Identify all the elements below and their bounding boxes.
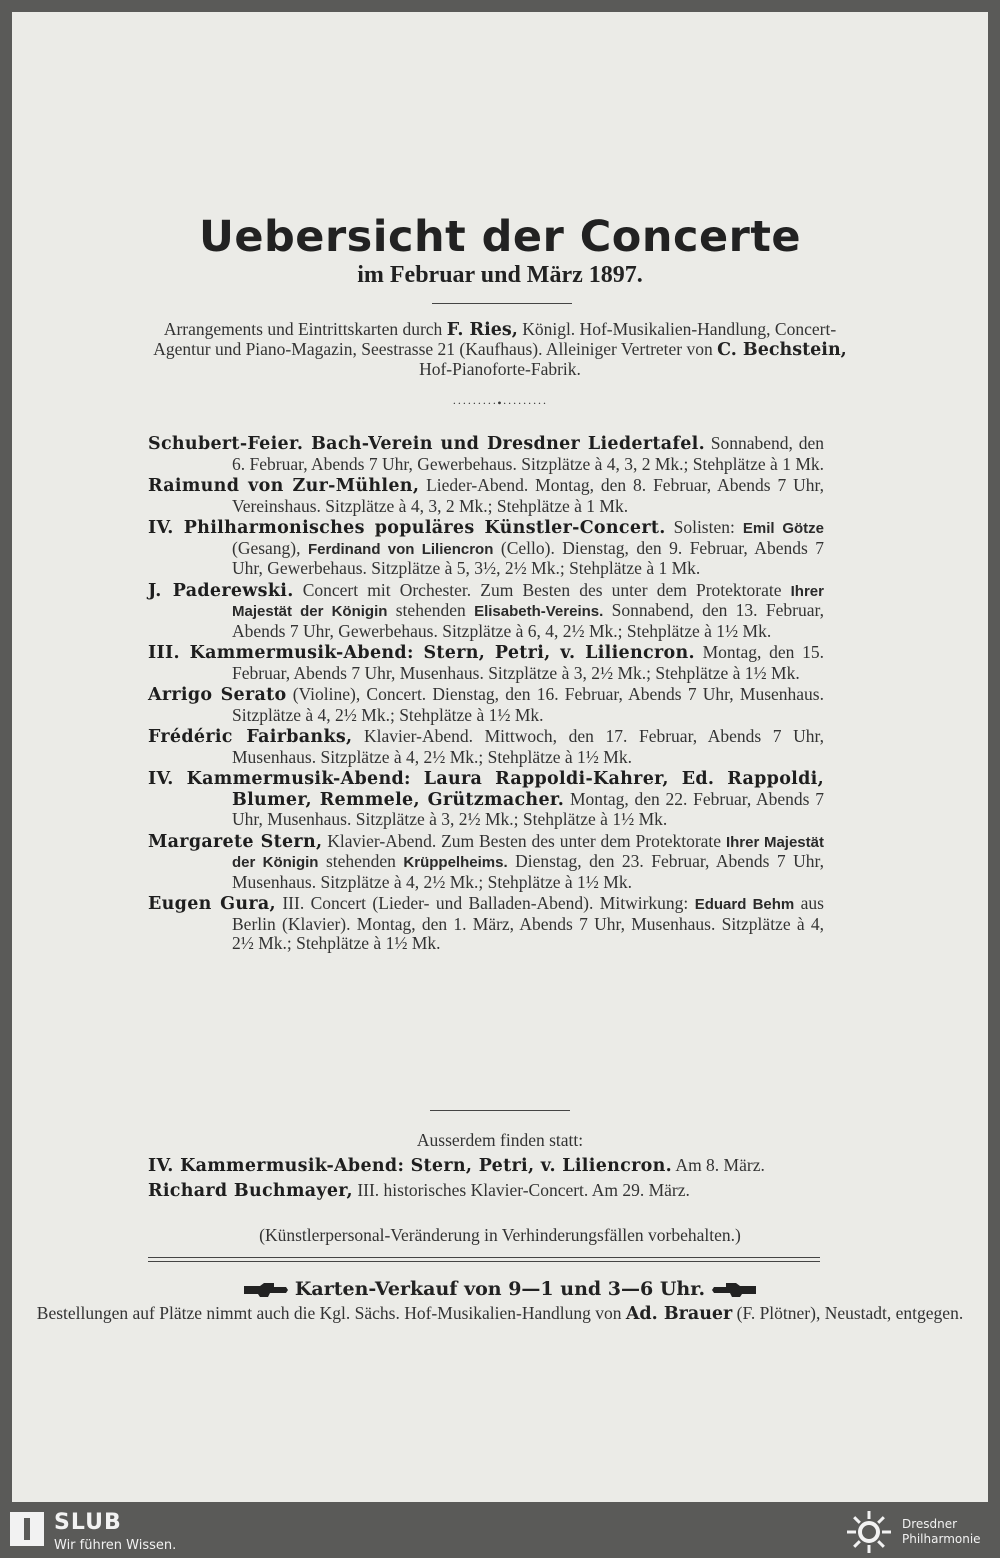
pointing-hand-right-icon xyxy=(244,1283,288,1297)
concert-details: Sonnabend, den 6. Februar, Abends 7 Uhr, Gewerbehaus. Sitzplätze à 4, 3, 2 Mk.; Stehplätze à 1 Mk. xyxy=(232,433,825,474)
concert-details: Solisten: xyxy=(665,517,743,537)
concert-heading: J. Paderewski. xyxy=(148,580,294,601)
slub-tagline: Wir führen Wissen. xyxy=(54,1538,177,1553)
concert-heading: Eugen Gura, xyxy=(148,894,276,914)
concert-heading: IV. Kammermusik-Abend: Stern, Petri, v. Liliencron. xyxy=(148,1156,673,1176)
concert-heading: IV. Kammermusik-Abend: Laura Rappoldi-Kahrer, Ed. Rappoldi, Blumer, Remmele, Grützmacher. xyxy=(148,769,824,810)
concert-heading: Schubert-Feier. Bach-Verein und Dresdner Liedertafel. xyxy=(148,434,705,454)
concert-heading: III. Kammermusik-Abend: Stern, Petri, v. Liliencron. xyxy=(148,643,695,663)
concert-entry xyxy=(148,894,824,954)
orders-dealer: Ad. Brauer xyxy=(625,1304,733,1324)
orders-text-pre: Bestellungen auf Plätze nimmt auch die Kgl. Sächs. Hof-Musikalien-Handlung von xyxy=(36,1303,626,1323)
page-subtitle: im Februar und März 1897. xyxy=(357,262,643,288)
concert-heading: Raimund von Zur-Mühlen, xyxy=(148,476,420,496)
intro-text-mid: Königl. Hof-Musikalien-Handlung, Concert-Agentur und Piano-Magazin, Seestrasse 21 (Kaufhaus). Alleiniger Vertreter von xyxy=(153,319,837,359)
concert-details: Montag, den 15. Februar, Abends 7 Uhr, Musenhaus. Sitzplätze à 3, 2½ Mk.; Stehplätze à 1½ Mk. xyxy=(232,642,824,683)
page-title: Uebersicht der Concerte xyxy=(198,212,802,262)
concert-entry xyxy=(148,643,824,683)
concert-entry xyxy=(148,685,824,725)
soloist-name: Eduard Behm xyxy=(694,896,795,913)
concert-heading: Richard Buchmayer, xyxy=(148,1180,353,1201)
concert-details: Klavier-Abend. Mittwoch, den 17. Februar, Abends 7 Uhr, Musenhaus. Sitzplätze à 4, 2½ Mk.; Stehplätze à 1½ Mk. xyxy=(232,726,825,767)
patron-name: Ihrer Majestät der Königin xyxy=(232,833,824,871)
concert-entry xyxy=(148,769,824,830)
philharmonie-sun-logo-icon[interactable] xyxy=(843,1511,895,1553)
philharmonie-name xyxy=(902,1517,981,1547)
concert-entry xyxy=(148,476,824,516)
concert-heading: Frédéric Fairbanks, xyxy=(148,727,353,747)
ticket-sales-hours xyxy=(0,1278,1000,1300)
soloist-name: Ferdinand von Liliencron xyxy=(308,540,494,558)
beneficiary-name: Krüppelheims. xyxy=(403,854,508,871)
concert-details: stehenden xyxy=(387,600,475,620)
soloist-name: Emil Götze xyxy=(742,520,824,537)
concert-heading: IV. Philharmonisches populäres Künstler-Concert. xyxy=(148,518,666,538)
double-rule-divider xyxy=(148,1257,820,1262)
concert-details: (Cello). Dienstag, den 9. Februar, Abends 7 Uhr, Gewerbehaus. Sitzplätze à 5, 3½, 2½ Mk.; Stehplätze à 1 Mk. xyxy=(232,537,825,578)
concert-details: (Gesang), xyxy=(232,537,308,558)
ausserdem-label: Ausserdem finden statt: xyxy=(416,1130,584,1150)
concert-details: Montag, den 22. Februar, Abends 7 Uhr, Musenhaus. Sitzplätze à 3, 2½ Mk.; Stehplätze à 1½ Mk. xyxy=(232,788,824,829)
disclaimer-note: (Künstlerpersonal-Veränderung in Verhinderungsfällen vorbehalten.) xyxy=(259,1225,741,1245)
ticket-sales-text: Karten-Verkauf von 9—1 und 3—6 Uhr. xyxy=(294,1278,706,1300)
concert-details: Concert mit Orchester. Zum Besten des unter dem Protektorate xyxy=(293,579,791,600)
intro-paragraph xyxy=(140,320,860,379)
concert-heading: Margarete Stern, xyxy=(148,831,323,852)
concert-entry xyxy=(148,727,824,767)
concert-details: (Violine), Concert. Dienstag, den 16. Februar, Abends 7 Uhr, Musenhaus. Sitzplätze à 4, 2½ Mk.; Stehplätze à 1½ Mk. xyxy=(232,684,824,725)
beneficiary-name: Elisabeth-Vereins. xyxy=(474,603,604,620)
concert-details: aus Berlin (Klavier). Montag, den 1. März, Abends 7 Uhr, Musenhaus. Sitzplätze à 4, 2½ Mk.; Stehplätze à 1½ Mk. xyxy=(232,893,824,953)
concert-details: Sonnabend, den 13. Februar, Abends 7 Uhr, Gewerbehaus. Sitzplätze à 6, 4, 2½ Mk.; Stehplätze à 1½ Mk. xyxy=(232,600,824,641)
concert-entry xyxy=(148,581,824,642)
ornament-divider: ·········•········· xyxy=(452,396,548,410)
concert-details: Dienstag, den 23. Februar, Abends 7 Uhr, Musenhaus. Sitzplätze à 4, 2½ Mk.; Stehplätze à 1½ Mk. xyxy=(232,851,825,892)
concert-heading: Arrigo Serato xyxy=(148,685,287,705)
concert-details: Lieder-Abend. Montag, den 8. Februar, Abends 7 Uhr, Vereinshaus. Sitzplätze à 4, 3, 2 Mk.; Stehplätze à 1 Mk. xyxy=(232,475,824,516)
orders-text-post: (F. Plötner), Neustadt, entgegen. xyxy=(732,1303,964,1323)
intro-agent: F. Ries, xyxy=(446,320,518,340)
slub-name[interactable]: SLUB xyxy=(54,1510,122,1535)
additional-concerts xyxy=(148,1156,824,1203)
concert-list xyxy=(148,434,824,956)
intro-text-pre: Arrangements und Eintrittskarten durch xyxy=(163,319,447,339)
concert-details: Klavier-Abend. Zum Besten des unter dem Protektorate xyxy=(322,830,726,851)
concert-entry xyxy=(148,832,824,893)
pointing-hand-left-icon xyxy=(712,1283,756,1297)
concert-details: III. historisches Klavier-Concert. Am 29. März. xyxy=(352,1179,690,1200)
slub-logo-icon[interactable] xyxy=(10,1512,44,1546)
title-divider xyxy=(432,303,572,304)
patron-name: Ihrer Majestät der Königin xyxy=(232,582,824,620)
philharmonie-line1: Dresdner xyxy=(902,1517,958,1531)
concert-details: Am 8. März. xyxy=(672,1155,765,1175)
concert-details: stehenden xyxy=(318,851,404,871)
concert-details: III. Concert (Lieder- und Balladen-Abend). Mitwirkung: xyxy=(275,893,695,913)
intro-brand: C. Bechstein, xyxy=(717,340,847,360)
philharmonie-line2: Philharmonie xyxy=(902,1532,981,1546)
intro-text-post: Hof-Pianoforte-Fabrik. xyxy=(419,359,581,379)
section-divider xyxy=(430,1110,570,1111)
concert-entry xyxy=(148,518,824,579)
orders-paragraph xyxy=(0,1304,1000,1324)
concert-entry xyxy=(148,434,824,474)
additional-entry xyxy=(148,1156,824,1177)
additional-entry xyxy=(148,1181,824,1202)
